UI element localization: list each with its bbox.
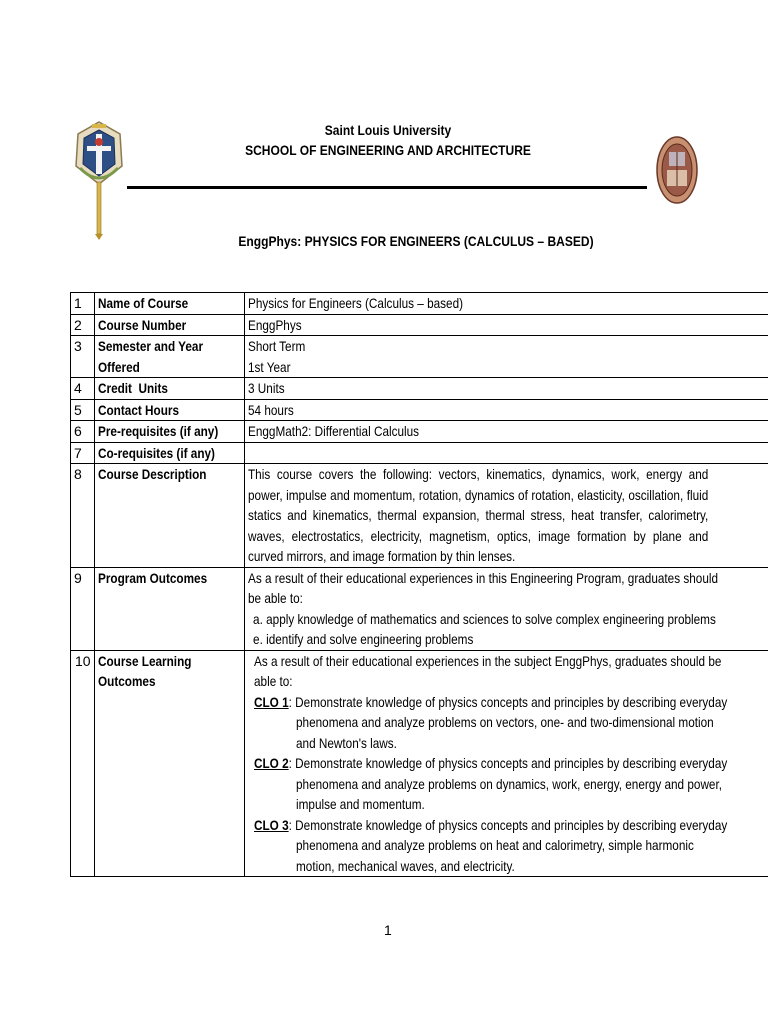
header-divider (127, 186, 647, 189)
table-row (71, 293, 768, 315)
course-info-table (70, 292, 768, 877)
row-number: 2 (71, 314, 95, 336)
table-row (71, 650, 768, 877)
table-row (71, 336, 768, 378)
course-description: This course covers the following: vectors, kinematics, dynamics, work, energy and power, impulse and momentum, rotation, dynamics of rotation, elasticity, oscillation, fluid statics and kinematics, thermal expansion, thermal stress, heat transfer, calorimetry, waves, electrostatics, electricity, magnetism, optics, image formation by plane and curved mirrors, and image formation by thin lenses. (244, 464, 768, 568)
row-label: Course Learning Outcomes (94, 650, 244, 877)
row-label: Program Outcomes (94, 567, 244, 650)
course-learning-outcomes: As a result of their educational experiences in the subject EnggPhys, graduates should be able to: CLO 1: Demonstrate knowledge of physics concepts and principles by describing everyday phenomena and analyze problems on vectors, one- and two-dimensional motion and Newton's laws. CLO 2: Demonstrate knowledge of physics concepts and principles by describing everyday phenomena and analyze problems on dynamics, work, energy, energy and power, impulse and momentum. CLO 3: Demonstrate knowledge of physics concepts and principles by describing everyday phenomena and analyze problems on heat and calorimetry, simple harmonic motion, mechanical waves, and electricity. (244, 650, 768, 877)
row-label: Co-requisites (if any) (94, 442, 244, 464)
clo-item: CLO 1: Demonstrate knowledge of physics concepts and principles by describing everyday (253, 693, 727, 710)
row-value: 3 Units (244, 378, 768, 400)
row-number: 4 (71, 378, 95, 400)
row-label: Credit Units (94, 378, 244, 400)
row-number: 6 (71, 421, 95, 443)
table-row (71, 378, 768, 400)
program-outcomes: As a result of their educational experiences in this Engineering Program, graduates should be able to: a. apply knowledge of mathematics and sciences to solve complex engineering problems e. identify and solve engineering problems (244, 567, 768, 650)
table-row (71, 421, 768, 443)
row-value: EnggPhys (244, 314, 768, 336)
table-row (71, 567, 768, 650)
page-number: 1 (384, 922, 392, 938)
outcome-item: a. apply knowledge of mathematics and sciences to solve complex engineering problems (252, 610, 716, 627)
row-label: Name of Course (94, 293, 244, 315)
row-value: EnggMath2: Differential Calculus (244, 421, 768, 443)
table-row (71, 442, 768, 464)
row-number: 8 (71, 464, 95, 568)
row-number: 10 (71, 650, 95, 877)
course-title: EnggPhys: PHYSICS FOR ENGINEERS (CALCULUS – BASED) (238, 233, 594, 249)
row-value: Short Term 1st Year (244, 336, 768, 378)
university-name: Saint Louis University (324, 122, 452, 138)
row-number: 5 (71, 399, 95, 421)
row-number: 3 (71, 336, 95, 378)
school-name: SCHOOL OF ENGINEERING AND ARCHITECTURE (245, 142, 531, 158)
table-row (71, 464, 768, 568)
outcome-item: e. identify and solve engineering problems (252, 631, 474, 647)
row-label: Semester and Year Offered (94, 336, 244, 378)
row-label: Course Number (94, 314, 244, 336)
table-row (71, 314, 768, 336)
row-number: 7 (71, 442, 95, 464)
clo-item: CLO 3: Demonstrate knowledge of physics concepts and principles by describing everyday (253, 816, 727, 833)
row-value: 54 hours (244, 399, 768, 421)
row-value: Physics for Engineers (Calculus – based) (244, 293, 768, 315)
row-number: 9 (71, 567, 95, 650)
row-label: Pre-requisites (if any) (94, 421, 244, 443)
row-value (244, 442, 768, 464)
clo-item: CLO 2: Demonstrate knowledge of physics concepts and principles by describing everyday (253, 755, 727, 771)
row-label: Contact Hours (94, 399, 244, 421)
row-number: 1 (71, 293, 95, 315)
row-label: Course Description (94, 464, 244, 568)
table-row (71, 399, 768, 421)
